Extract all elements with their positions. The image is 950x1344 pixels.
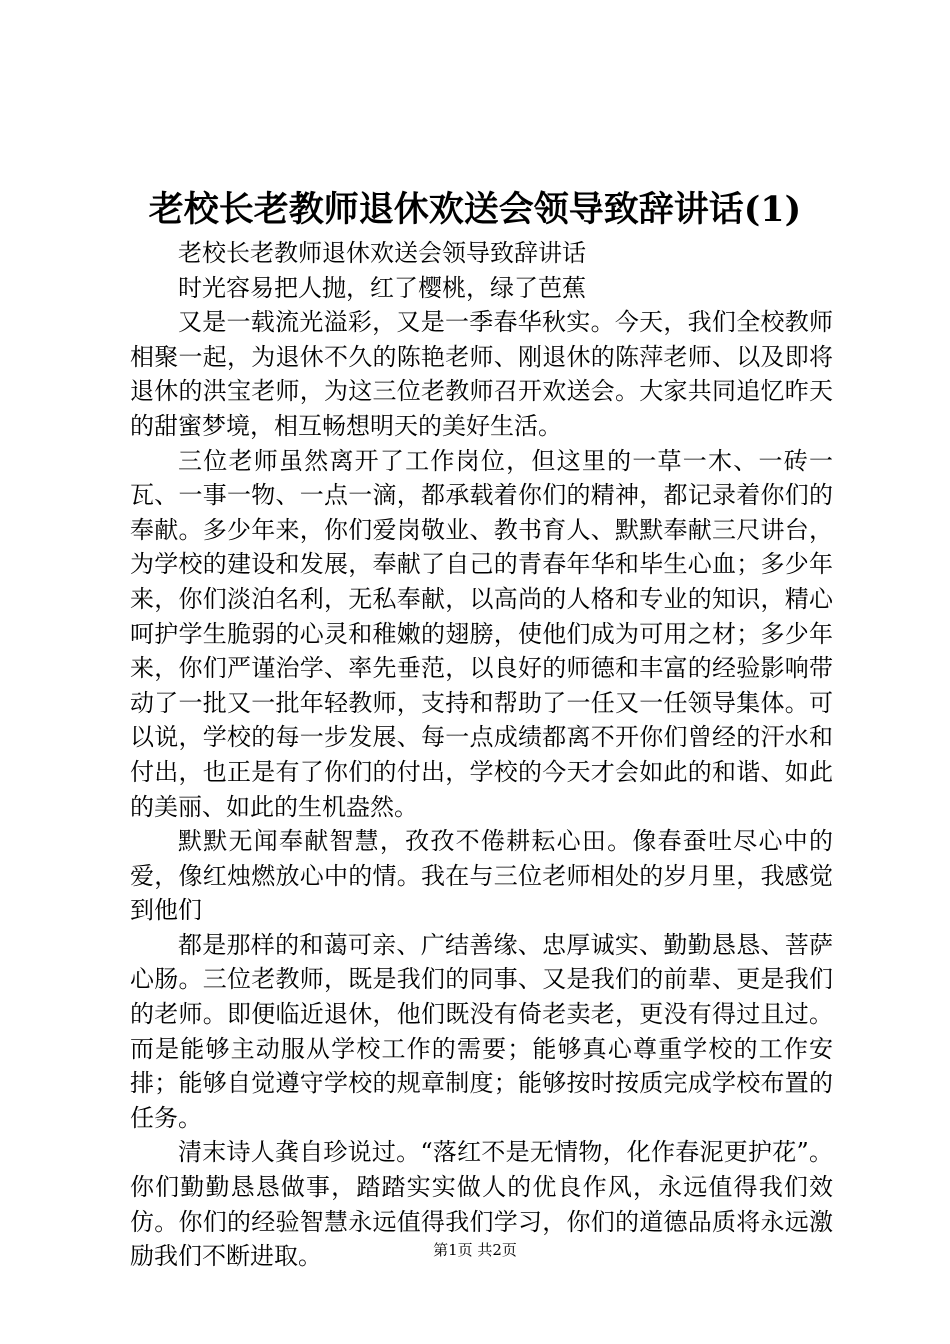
paragraph: 都是那样的和蔼可亲、广结善缘、忠厚诚实、勤勤恳恳、菩萨心肠。三位老教师，既是我们的同事、又是我们的前辈、更是我们的老师。即便临近退休，他们既没有倚老卖老，更没有得过且过。而是能够主动服从学校工作的需要；能够真心尊重学校的工作安排；能够自觉遵守学校的规章制度；能够按时按质完成学校布置的任务。 (130, 930, 833, 1132)
paragraph-poem-line: 时光容易把人抛，红了樱桃，绿了芭蕉 (178, 273, 586, 302)
document-title: 老校长老教师退休欢送会领导致辞讲话(1) (148, 189, 802, 230)
paragraph: 又是一载流光溢彩，又是一季春华秋实。今天，我们全校教师相聚一起，为退休不久的陈艳老师、刚退休的陈萍老师、以及即将退休的洪宝老师，为这三位老教师召开欢送会。大家共同追忆昨天的甜蜜梦境，相互畅想明天的美好生活。 (130, 308, 833, 440)
paragraph: 清末诗人龚自珍说过。“落红不是无情物，化作春泥更护花”。你们勤勤恳恳做事，踏踏实实做人的优良作风，永远值得我们效仿。你们的经验智慧永远值得我们学习，你们的道德品质将永远激励我们不断进取。 (130, 1138, 833, 1271)
paragraph: 默默无闻奉献智慧，孜孜不倦耕耘心田。像春蚕吐尽心中的爱，像红烛燃放心中的情。我在与三位老师相处的岁月里，我感觉到他们 (130, 827, 833, 925)
paragraph-subtitle: 老校长老教师退休欢送会领导致辞讲话 (178, 239, 586, 267)
paragraph: 三位老师虽然离开了工作岗位，但这里的一草一木、一砖一瓦、一事一物、一点一滴，都承载着你们的精神，都记录着你们的奉献。多少年来，你们爱岗敬业、教书育人、默默奉献三尺讲台，为学校的建设和发展，奉献了自己的青春年华和毕生心血；多少年来，你们淡泊名利，无私奉献，以高尚的人格和专业的知识，精心呵护学生脆弱的心灵和稚嫩的翅膀，使他们成为可用之材；多少年来，你们严谨治学、率先垂范，以良好的师德和丰富的经验影响带动了一批又一批年轻教师，支持和帮助了一任又一任领导集体。可以说，学校的每一步发展、每一点成绩都离不开你们曾经的汗水和付出，也正是有了你们的付出，学校的今天才会如此的和谐、如此的美丽、如此的生机盎然。 (130, 446, 833, 821)
page-number-footer: 第1页 共2页 (433, 1241, 517, 1259)
document-body (130, 236, 833, 1274)
